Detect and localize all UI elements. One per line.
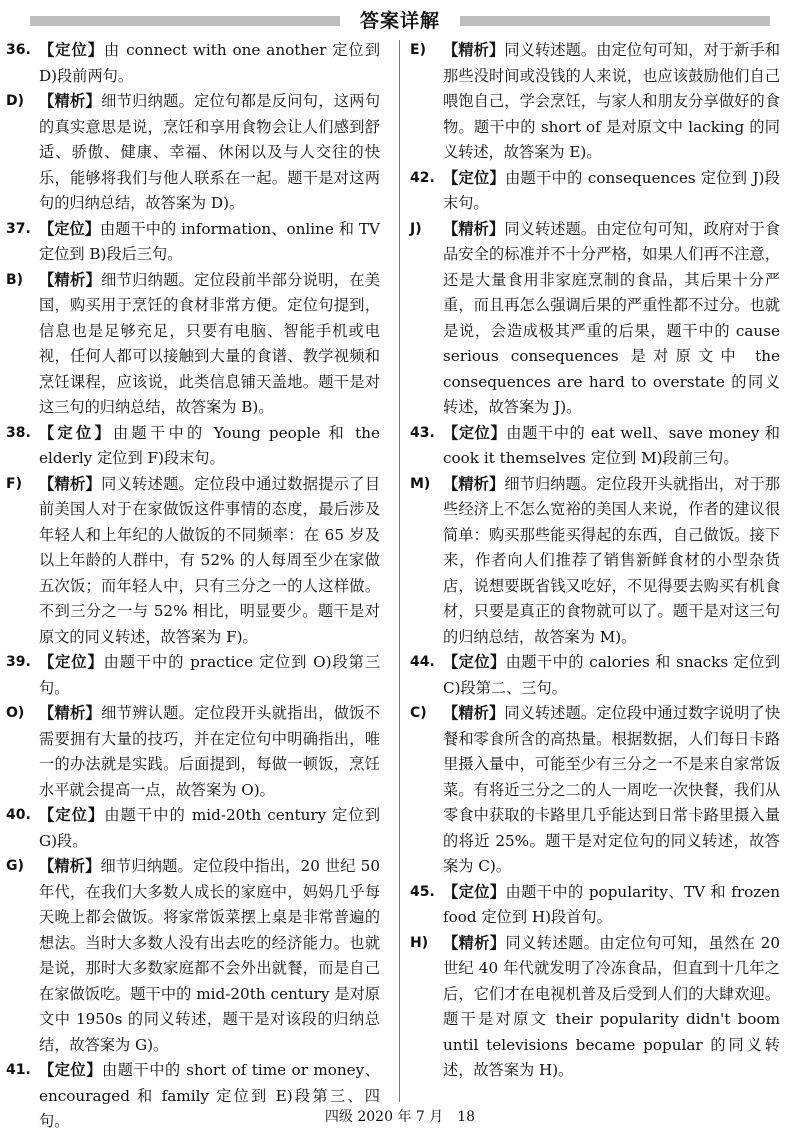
entry-text: 由题干中的 information、online 和 TV 定位到 B)段后三句。 [39, 219, 380, 263]
entry-label: J) [410, 220, 422, 237]
entry-label: E) [410, 42, 426, 58]
answer-entry [6, 89, 380, 217]
entry-text: 细节辨认题。定位段开头就指出，做饭不需要拥有大量的技巧，并在定位句中明确指出，唯一的办法就是实践。后面提到，每做一顿饭，烹饪水平就会提高一点，故答案为 O)。 [39, 704, 381, 799]
entry-label: B) [6, 271, 24, 288]
entry-tag: 【定位】 [39, 653, 104, 671]
answer-entry [6, 650, 380, 701]
page-header [0, 8, 800, 34]
entry-text: 由题干中的 mid-20th century 定位到 G)段。 [39, 806, 381, 850]
entry-text: 同义转述题。由定位句可知，虽然在 20 世纪 40 年代就发明了冷冻食品，但直到十几年之后，它们才在电视机普及后受到人们的大肆欢迎。题干是对原文 their popularity didn't boom until televisions became popular 的同义转述，故答案为 H)。 [443, 933, 780, 1079]
answer-entry [6, 268, 380, 421]
entry-tag: 【精析】 [443, 41, 505, 59]
answer-entry [410, 472, 780, 651]
entry-label: M) [410, 475, 431, 492]
answer-entry [410, 38, 780, 166]
entry-body [39, 268, 380, 421]
answer-entry [6, 421, 380, 472]
entry-body [443, 650, 780, 701]
entry-tag: 【定位】 [39, 219, 100, 238]
entry-label: 41. [6, 1062, 31, 1078]
entry-body [39, 701, 380, 803]
entry-label: 44. [410, 654, 435, 670]
entry-tag: 【定位】 [443, 653, 506, 671]
entry-tag: 【定位】 [39, 1061, 103, 1079]
entry-body [39, 217, 380, 268]
entry-text: 同义转述题。定位段中通过数据提示了目前美国人对于在家做饭这件事情的态度，最后涉及年轻人和上年纪的人做饭的不同频率：在 65 岁及以上年龄的人群中，有 52% 的人每周至少在家做五次饭；而年轻人中，只有三分之一的人这样做。不到三分之一与 52% 相比，明显要少。题干是对原文的同义转述，故答案为 F)。 [39, 474, 381, 646]
entry-text: 由题干中的 calories 和 snacks 定位到 C)段第二、三句。 [443, 653, 781, 697]
entry-body [443, 701, 780, 880]
header-bar-left [30, 16, 340, 26]
entry-label: 43. [410, 424, 435, 441]
answer-entry [6, 701, 380, 803]
entry-tag: 【定位】 [443, 882, 506, 901]
entry-label: C) [410, 705, 427, 721]
entry-tag: 【精析】 [39, 857, 101, 875]
answer-entry [410, 880, 780, 931]
entry-label: 38. [6, 424, 31, 441]
answer-entry [410, 166, 780, 217]
entry-body [443, 217, 780, 421]
entry-body [39, 650, 380, 701]
entry-tag: 【精析】 [443, 474, 505, 493]
entry-label: H) [410, 934, 429, 951]
entry-text: 同义转述题。定位段中通过数字说明了快餐和零食所含的高热量。根据数据，人们每日卡路里摄入量中，可能至少有三分之一不是来自家常饭菜。有将近三分之二的人一周吃一次快餐，我们从零食中获取的卡路里几乎能达到日常卡路里摄入量的将近 25%。题干是对定位句的同义转述，故答案为 C)。 [443, 704, 781, 875]
entry-text: 由题干中的 popularity、TV 和 frozen food 定位到 H)段首句。 [443, 882, 780, 926]
entry-tag: 【精析】 [39, 270, 102, 289]
entry-tag: 【定位】 [443, 423, 507, 442]
page-footer: 四级 2020 年 7 月 18 [324, 1109, 476, 1125]
answer-entry [6, 854, 380, 1058]
entry-text: 由题干中的 eat well、save money 和 cook it themselves 定位到 M)段前三句。 [443, 423, 780, 467]
entry-text: 细节归纳题。定位段开头就指出，对于那些经济上不怎么宽裕的美国人来说，作者的建议很简单：购买那些能买得起的东西，自己做饭。接下来，作者向人们推荐了销售新鲜食材的小型杂货店，说想要既省钱又吃好，不见得要去购买有机食材，只要是真正的食物就可以了。题干是对这三句的归纳总结，故答案为 M)。 [443, 474, 781, 646]
answer-entry [6, 217, 380, 268]
entry-label: 40. [6, 807, 31, 823]
entry-tag: 【精析】 [39, 704, 102, 722]
entry-body [39, 89, 380, 217]
entry-tag: 【定位】 [39, 806, 105, 824]
answer-entry [410, 701, 780, 880]
answer-entry [410, 931, 780, 1084]
entry-body [443, 166, 780, 217]
answer-entry [6, 38, 380, 89]
right-column [410, 38, 780, 1084]
entry-label: G) [6, 858, 24, 874]
entry-body [39, 38, 380, 89]
answer-entry [6, 803, 380, 854]
entry-tag: 【精析】 [443, 704, 505, 722]
header-title: 答案详解 [359, 10, 440, 32]
entry-tag: 【精析】 [443, 933, 506, 952]
entry-text: 同义转述题。由定位句可知，对于新手和那些没时间或没钱的人来说，也应该鼓励他们自己喂饱自己，学会烹饪，与家人和朋友分享做好的食物。题干中的 short of 是对原文中 lacking 的同义转述，故答案为 E)。 [443, 41, 781, 161]
answer-entry [6, 472, 380, 651]
entry-text: 细节归纳题。定位段中指出，20 世纪 50 年代，在我们大多数人成长的家庭中，妈妈几乎每天晚上都会做饭。将家常饭菜摆上桌是非常普遍的想法。当时大多数人没有出去吃的经济能力。也就是说，那时大多数家庭都不会外出就餐，而是自己在家做饭吃。题干中的 mid-20th century 是对原文中 1950s 的同义转述，题干是对该段的归纳总结，故答案为 G)。 [39, 857, 381, 1054]
header-bar-right [460, 16, 770, 26]
entry-label: 42. [410, 169, 435, 186]
entry-body [39, 472, 380, 651]
entry-body [39, 421, 380, 472]
entry-label: D) [6, 93, 25, 109]
entry-text: 细节归纳题。定位句都是反问句，这两句的真实意思是说，烹饪和享用食物会让人们感到舒适、骄傲、健康、幸福、休闲以及与人交往的快乐，能够将我们与他人联系在一起。题干是对这两句的归纳总结，故答案为 D)。 [39, 92, 381, 212]
entry-label: 36. [6, 42, 31, 58]
entry-tag: 【精析】 [443, 219, 505, 238]
entry-text: 同义转述题。由定位句可知，政府对于食品安全的标准并不十分严格，如果人们再不注意，还是大量食用非家庭烹制的食品，其后果十分严重，而且再怎么强调后果的严重性都不过分。也就是说，会造成极其严重的后果，题干中的 cause serious consequences 是对原文中 the consequences are hard to overstate 的同义转述，故答案为 J)。 [443, 219, 781, 416]
entry-label: 37. [6, 220, 31, 237]
entry-body [443, 421, 780, 472]
answer-entry [410, 650, 780, 701]
entry-label: 45. [410, 883, 435, 900]
entry-tag: 【定位】 [39, 41, 105, 59]
entry-body [39, 854, 380, 1058]
answer-entry [410, 421, 780, 472]
entry-label: 39. [6, 654, 31, 670]
entry-text: 细节归纳题。定位段前半部分说明，在美国，购买用于烹饪的食材非常方便。定位句提到，信息也是足够充足，只要有电脑、智能手机或电视，任何人都可以接触到大量的食谱、教学视频和烹饪课程，应该说，此类信息铺天盖地。题干是对这三句的归纳总结，故答案为 B)。 [39, 270, 381, 416]
entry-label: O) [6, 705, 25, 721]
entry-body [443, 931, 780, 1084]
left-column [6, 38, 380, 1135]
entry-label: F) [6, 475, 22, 492]
entry-tag: 【定位】 [39, 423, 113, 442]
entry-text: 由题干中的 practice 定位到 O)段第三句。 [39, 653, 381, 697]
entry-body [443, 38, 780, 166]
entry-tag: 【精析】 [39, 474, 102, 493]
entry-body [443, 880, 780, 931]
column-divider [399, 40, 400, 1102]
entry-text: 由题干中的 Young people 和 the elderly 定位到 F)段末句。 [39, 423, 380, 467]
entry-text: 由题干中的 short of time or money、encouraged 和 family 定位到 E)段第三、四句。 [39, 1061, 380, 1130]
entry-body [39, 803, 380, 854]
answer-entry [410, 217, 780, 421]
entry-body [443, 472, 780, 651]
entry-tag: 【精析】 [39, 92, 102, 110]
entry-text: 由题干中的 consequences 定位到 J)段末句。 [443, 168, 780, 212]
entry-text: 由 connect with one another 定位到 D)段前两句。 [39, 41, 381, 85]
entry-tag: 【定位】 [443, 168, 506, 187]
